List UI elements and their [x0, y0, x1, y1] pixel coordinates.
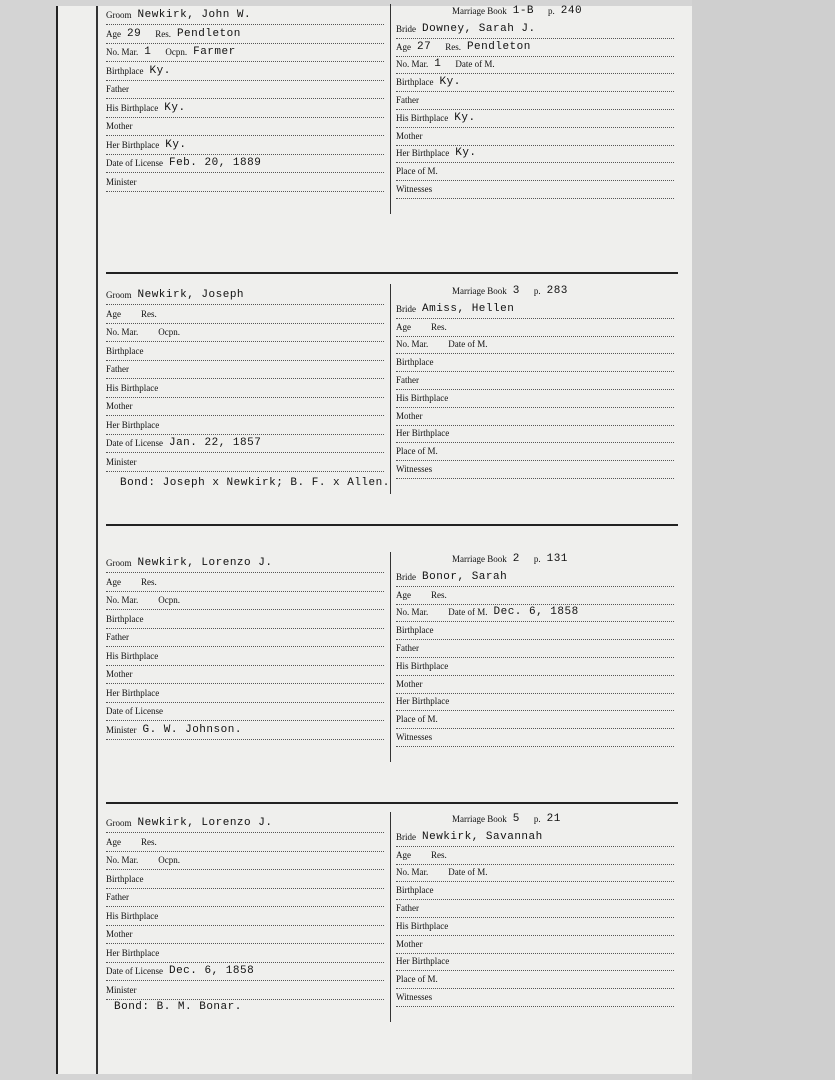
field-place-of-m: [396, 972, 674, 989]
field-birthplace: [396, 623, 674, 640]
groom-value: Newkirk, Joseph: [137, 289, 245, 301]
field-age: [396, 588, 674, 605]
field-his-birthplace: [106, 649, 384, 666]
his-birthplace-label: His Birthplace: [106, 650, 159, 661]
birthplace-value: Ky.: [149, 64, 171, 77]
field-minister: [106, 175, 384, 192]
field-place-of-m: [396, 444, 674, 461]
her-birthplace-label: Her Birthplace: [396, 696, 450, 707]
place-of-m-label: Place of M.: [396, 446, 438, 457]
witnesses-label: Witnesses: [396, 464, 433, 474]
date-of-license-value: Dec. 6, 1858: [168, 965, 255, 977]
date-of-license-value: Jan. 22, 1857: [168, 437, 262, 449]
field-father: [396, 901, 674, 918]
field-date-of-license: [106, 704, 384, 721]
bond-note: Bond: Joseph x Newkirk; B. F. x Allen.: [120, 477, 390, 489]
birthplace-label: Birthplace: [396, 77, 434, 88]
father-label: Father: [106, 892, 129, 902]
date-of-license-label: Date of License: [106, 966, 163, 976]
field-his-birthplace: [106, 381, 384, 398]
field-his-birthplace: [396, 111, 674, 128]
field-bride: [396, 302, 674, 319]
field-groom: [106, 8, 384, 25]
birthplace-label: Birthplace: [396, 357, 434, 368]
field-his-birthplace: [396, 391, 674, 408]
bride-value: Downey, Sarah J.: [422, 22, 536, 35]
age-label: Age: [106, 28, 121, 39]
field-mother: [396, 129, 674, 146]
field-mother: [106, 927, 384, 944]
age-value: 27: [417, 40, 432, 53]
field-father: [106, 362, 384, 379]
field-his-birthplace: [106, 909, 384, 926]
field-no-mar: [106, 853, 384, 870]
date-of-license-label: Date of License: [106, 438, 163, 448]
no-mar-label: No. Mar.: [106, 855, 139, 865]
field-marriage-book: [396, 4, 730, 20]
groom-label: Groom: [106, 290, 132, 300]
father-label: Father: [396, 643, 419, 653]
field-his-birthplace: [396, 919, 674, 936]
field-place-of-m: [396, 712, 674, 729]
field-no-mar: [396, 865, 674, 882]
field-no-mar: [396, 337, 674, 354]
minister-value: G. W. Johnson.: [142, 723, 242, 736]
age-label: Age: [106, 308, 121, 319]
page-label: p.: [533, 814, 541, 824]
age-value: 29: [127, 27, 142, 40]
marriage-book-value: 2: [512, 553, 520, 565]
place-of-m-label: Place of M.: [396, 166, 438, 177]
field-bride: [396, 22, 674, 39]
father-label: Father: [106, 632, 129, 642]
her-birthplace-label: Her Birthplace: [106, 687, 160, 698]
father-label: Father: [396, 903, 419, 913]
res-label: Res.: [155, 28, 171, 39]
bride-value: Bonor, Sarah: [422, 570, 508, 583]
birthplace-label: Birthplace: [106, 613, 144, 624]
age-label: Age: [396, 41, 411, 52]
field-minister: [106, 723, 384, 740]
his-birthplace-label: His Birthplace: [396, 920, 449, 931]
field-her-birthplace: [106, 418, 384, 435]
field-groom: [106, 816, 384, 833]
place-of-m-label: Place of M.: [396, 714, 438, 725]
column-divider: [390, 552, 391, 762]
her-birthplace-value: Ky.: [165, 138, 187, 151]
field-birthplace: [106, 344, 384, 361]
res-value: Pendleton: [466, 40, 531, 53]
field-age: [106, 835, 384, 852]
page-value: 240: [560, 5, 583, 17]
marriage-book-value: 3: [512, 285, 520, 297]
field-bride: [396, 830, 674, 847]
field-no-mar: [106, 45, 384, 62]
field-her-birthplace: [396, 146, 674, 163]
date-of-m-label: Date of M.: [455, 59, 495, 70]
field-birthplace: [106, 872, 384, 889]
no-mar-label: No. Mar.: [396, 607, 429, 618]
ocpn-value: Farmer: [193, 46, 236, 58]
page-label: p.: [548, 6, 555, 16]
birthplace-label: Birthplace: [106, 873, 144, 884]
marriage-book-label: Marriage Book: [452, 6, 507, 16]
age-label: Age: [396, 849, 411, 860]
his-birthplace-value: Ky.: [164, 101, 186, 114]
witnesses-label: Witnesses: [396, 732, 433, 742]
age-label: Age: [106, 576, 121, 587]
age-label: Age: [396, 321, 411, 332]
mother-label: Mother: [106, 669, 133, 679]
his-birthplace-label: His Birthplace: [396, 660, 449, 671]
birthplace-value: Ky.: [439, 76, 461, 89]
groom-label: Groom: [106, 10, 132, 20]
date-of-license-value: Feb. 20, 1889: [168, 157, 262, 169]
column-divider: [390, 4, 391, 214]
field-his-birthplace: [106, 101, 384, 118]
minister-label: Minister: [106, 176, 137, 187]
field-birthplace: [106, 64, 384, 81]
marriage-book-label: Marriage Book: [452, 286, 507, 296]
field-his-birthplace: [396, 659, 674, 676]
mother-label: Mother: [396, 410, 423, 421]
res-label: Res.: [141, 308, 157, 319]
mother-label: Mother: [106, 121, 133, 131]
father-label: Father: [396, 375, 419, 385]
place-of-m-label: Place of M.: [396, 974, 438, 985]
marriage-record-1: [106, 4, 678, 234]
field-marriage-book: [396, 284, 730, 300]
field-birthplace: [396, 75, 674, 92]
field-no-mar: [106, 593, 384, 610]
age-label: Age: [106, 836, 121, 847]
his-birthplace-label: His Birthplace: [106, 910, 159, 921]
field-father: [396, 93, 674, 110]
field-date-of-license: [106, 436, 384, 453]
record-separator: [106, 802, 678, 804]
marriage-book-value: 5: [512, 813, 520, 825]
minister-label: Minister: [106, 984, 137, 995]
page-value: 283: [546, 285, 568, 297]
her-birthplace-label: Her Birthplace: [106, 947, 160, 958]
no-mar-label: No. Mar.: [396, 339, 429, 350]
field-father: [396, 641, 674, 658]
marriage-book-label: Marriage Book: [452, 554, 507, 564]
field-age: [106, 27, 384, 44]
field-birthplace: [396, 355, 674, 372]
minister-label: Minister: [106, 456, 137, 467]
bride-label: Bride: [396, 23, 416, 34]
field-age: [396, 320, 674, 337]
field-mother: [396, 677, 674, 694]
father-label: Father: [106, 364, 129, 374]
bride-value: Newkirk, Savannah: [422, 830, 543, 843]
field-groom: [106, 288, 384, 305]
field-witnesses: [396, 990, 674, 1007]
field-marriage-book: [396, 552, 730, 568]
field-father: [396, 373, 674, 390]
no-mar-value: 1: [434, 58, 442, 71]
field-her-birthplace: [106, 138, 384, 155]
mother-label: Mother: [106, 401, 133, 411]
res-label: Res.: [431, 849, 447, 860]
page-value: 21: [546, 813, 561, 825]
res-label: Res.: [431, 321, 447, 332]
mother-label: Mother: [396, 678, 423, 689]
mother-label: Mother: [396, 938, 423, 949]
field-marriage-book: [396, 812, 730, 828]
father-label: Father: [106, 84, 129, 94]
column-divider: [390, 284, 391, 494]
no-mar-label: No. Mar.: [106, 47, 139, 57]
groom-value: Newkirk, Lorenzo J.: [137, 817, 273, 829]
page-label: p.: [533, 554, 541, 564]
her-birthplace-label: Her Birthplace: [106, 419, 160, 430]
field-date-of-license: [106, 964, 384, 981]
field-birthplace: [106, 612, 384, 629]
his-birthplace-label: His Birthplace: [106, 102, 159, 113]
no-mar-label: No. Mar.: [106, 327, 139, 337]
field-father: [106, 890, 384, 907]
date-of-license-label: Date of License: [106, 158, 163, 168]
field-witnesses: [396, 730, 674, 747]
bond-note: Bond: B. M. Bonar.: [114, 1001, 242, 1013]
field-mother: [106, 667, 384, 684]
res-label: Res.: [141, 576, 157, 587]
field-age: [106, 575, 384, 592]
field-witnesses: [396, 182, 674, 199]
field-no-mar: [396, 57, 674, 74]
date-of-m-label: Date of M.: [448, 607, 488, 618]
birthplace-label: Birthplace: [106, 65, 144, 76]
birthplace-label: Birthplace: [396, 625, 434, 636]
field-her-birthplace: [396, 694, 674, 711]
field-her-birthplace: [396, 426, 674, 443]
birthplace-label: Birthplace: [106, 345, 144, 356]
ocpn-label: Ocpn.: [158, 327, 180, 337]
bride-value: Amiss, Hellen: [422, 302, 515, 315]
field-mother: [396, 409, 674, 426]
his-birthplace-label: His Birthplace: [396, 112, 449, 123]
his-birthplace-value: Ky.: [454, 111, 476, 124]
no-mar-label: No. Mar.: [106, 595, 139, 605]
marriage-record-3: [106, 552, 678, 782]
bride-label: Bride: [396, 571, 416, 582]
father-label: Father: [396, 95, 419, 105]
age-label: Age: [396, 589, 411, 600]
his-birthplace-label: His Birthplace: [396, 392, 449, 403]
res-value: Pendleton: [176, 27, 241, 40]
field-her-birthplace: [106, 686, 384, 703]
her-birthplace-label: Her Birthplace: [396, 148, 450, 159]
witnesses-label: Witnesses: [396, 184, 433, 194]
groom-value: Newkirk, John W.: [137, 9, 252, 21]
field-no-mar: [396, 605, 674, 622]
ocpn-label: Ocpn.: [158, 855, 180, 865]
record-separator: [106, 272, 678, 274]
witnesses-label: Witnesses: [396, 992, 433, 1002]
date-of-license-label: Date of License: [106, 706, 163, 716]
margin-rule: [96, 6, 98, 1074]
marriage-book-label: Marriage Book: [452, 814, 507, 824]
groom-label: Groom: [106, 818, 132, 828]
bride-label: Bride: [396, 831, 416, 842]
field-mother: [106, 119, 384, 136]
field-witnesses: [396, 462, 674, 479]
page-value: 131: [546, 553, 568, 565]
column-divider: [390, 812, 391, 1022]
her-birthplace-label: Her Birthplace: [396, 428, 450, 439]
no-mar-value: 1: [144, 46, 152, 58]
field-place-of-m: [396, 164, 674, 181]
his-birthplace-label: His Birthplace: [106, 382, 159, 393]
field-father: [106, 82, 384, 99]
field-age: [106, 307, 384, 324]
field-father: [106, 630, 384, 647]
field-mother: [396, 937, 674, 954]
birthplace-label: Birthplace: [396, 885, 434, 896]
her-birthplace-label: Her Birthplace: [396, 956, 450, 967]
field-her-birthplace: [106, 946, 384, 963]
her-birthplace-value: Ky.: [455, 147, 477, 160]
field-birthplace: [396, 883, 674, 900]
res-label: Res.: [141, 836, 157, 847]
marriage-book-value: 1-B: [512, 5, 535, 17]
field-minister: [106, 455, 384, 472]
ocpn-label: Ocpn.: [158, 595, 180, 605]
her-birthplace-label: Her Birthplace: [106, 139, 160, 150]
field-mother: [106, 399, 384, 416]
mother-label: Mother: [396, 130, 423, 141]
date-of-m-value: Dec. 6, 1858: [493, 606, 579, 619]
field-date-of-license: [106, 156, 384, 173]
minister-label: Minister: [106, 724, 137, 735]
res-label: Res.: [445, 41, 461, 52]
record-separator: [106, 524, 678, 526]
date-of-m-label: Date of M.: [448, 339, 488, 350]
bride-label: Bride: [396, 303, 416, 314]
scan-margin: [692, 0, 835, 1080]
ocpn-label: Ocpn.: [165, 47, 188, 57]
field-minister: [106, 983, 384, 1000]
field-bride: [396, 570, 674, 587]
field-age: [396, 848, 674, 865]
field-no-mar: [106, 325, 384, 342]
no-mar-label: No. Mar.: [396, 867, 429, 878]
no-mar-label: No. Mar.: [396, 59, 429, 70]
res-label: Res.: [431, 589, 447, 600]
date-of-m-label: Date of M.: [448, 867, 488, 878]
groom-value: Newkirk, Lorenzo J.: [137, 557, 273, 569]
field-groom: [106, 556, 384, 573]
mother-label: Mother: [106, 929, 133, 939]
field-her-birthplace: [396, 954, 674, 971]
page-label: p.: [533, 286, 541, 296]
groom-label: Groom: [106, 558, 132, 568]
field-age: [396, 40, 674, 57]
